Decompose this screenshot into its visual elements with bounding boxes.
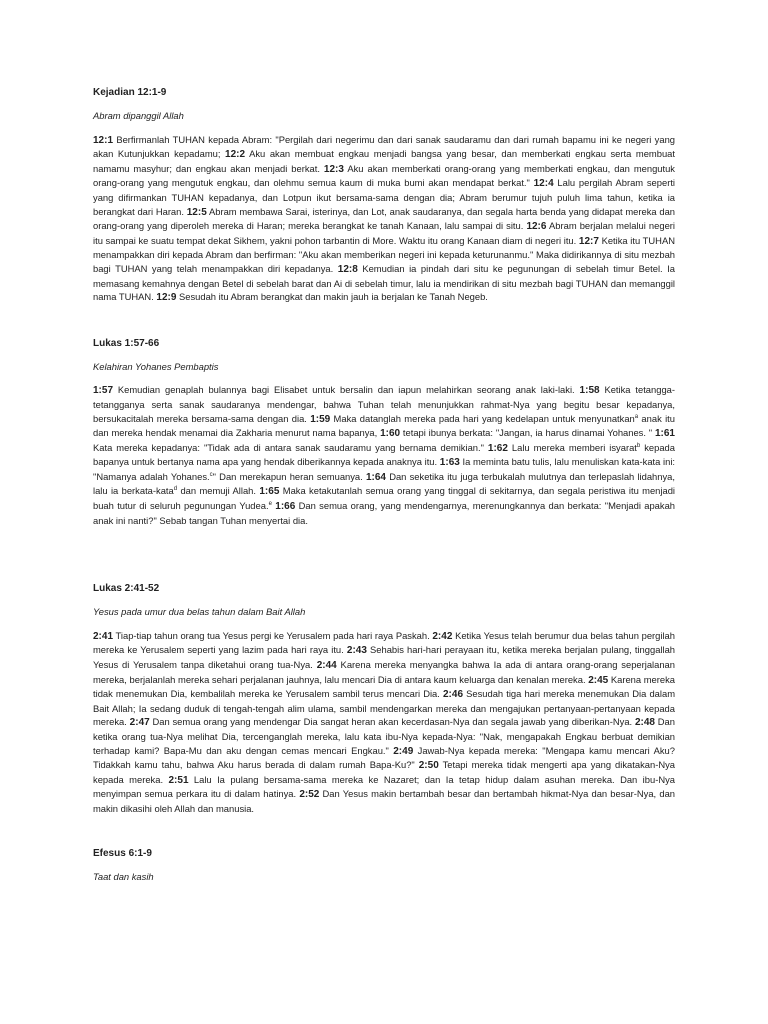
verse-number: 2:48 — [634, 717, 655, 729]
verse-number: 2:49 — [393, 745, 414, 757]
verse-number: 12:4 — [533, 178, 554, 190]
section-heading: Lukas 2:41-52 — [93, 583, 160, 595]
footnote-marker[interactable]: d — [173, 486, 178, 493]
section-kejadian — [93, 86, 675, 305]
verse-text: Abram membawa Sarai, isterinya, dan Lot, anak saudaranya, dan segala harta benda yang didapat mereka dan orang-orang yang diperoleh mereka di Haran; mereka berangkat ke tanah Kanaan, lalu sampai di situ. — [93, 205, 675, 232]
section-subtitle: Taat dan kasih — [93, 870, 154, 882]
verse-text: Tetapi mereka tidak mengerti apa yang dikatakan-Nya kepada mereka. — [93, 759, 675, 785]
verse-number: 2:52 — [299, 789, 320, 801]
verse-text: " Dan merekapun heran semuanya. — [212, 470, 366, 482]
section-subtitle: Abram dipanggil Allah — [93, 110, 184, 121]
verse-number: 1:57 — [93, 385, 114, 397]
section-lukas-1 — [93, 337, 675, 528]
verse-text: Dan seketika itu juga terbukalah mulutnya dan terlepaslah lidahnya, lalu ia berkata-kata — [93, 470, 675, 497]
verse-text: dan memuji Allah. — [177, 485, 260, 497]
verse-number: 12:8 — [337, 263, 358, 275]
footnote-marker[interactable]: e — [268, 500, 272, 507]
section-heading: Lukas 1:57-66 — [93, 337, 160, 349]
verse-number: 12:5 — [186, 206, 207, 218]
verse-text: Dan ketika orang tua-Nya melihat Dia, tercenganglah mereka, lalu kata ibu-Nya kepada-Nya: "Nak, mengapakah Engkau berbuat demikian terhadap kami? Bapa-Mu dan aku dengan cemas mencari Engkau." — [93, 716, 675, 756]
verse-text: Ketika itu TUHAN menampakkan diri kepada Abram dan berfirman: "Aku akan memberikan negeri ini kepada keturunanmu." Maka didirikannya di situ mezbah bagi TUHAN yang telah menampakkan diri kepadanya. — [93, 234, 675, 274]
verse-number: 2:50 — [418, 760, 439, 772]
verse-text: Kata mereka kepadanya: "Tidak ada di antara sanak saudaramu yang bernama demikian." — [93, 441, 488, 453]
verse-text: Jawab-Nya kepada mereka: "Mengapa kamu mencari Aku? Tidakkah kamu tahu, bahwa Aku harus berada di dalam rumah Bapa-Ku?" — [93, 744, 675, 771]
verse-text: Dan semua orang, yang mendengarnya, merenungkannya dan berkata: "Menjadi apakah anak ini nanti?" Sebab tangan Tuhan menyertai dia. — [93, 500, 676, 526]
verse-number: 12:2 — [225, 149, 246, 161]
verse-number: 1:58 — [579, 385, 600, 397]
verse-text: Ketika Yesus telah berumur dua belas tahun pergilah mereka ke Yerusalem seperti yang lazim pada hari raya itu. — [93, 629, 675, 656]
footnote-marker[interactable]: c — [209, 471, 213, 478]
section-body — [93, 133, 675, 305]
footnote-marker[interactable]: b — [636, 442, 641, 449]
verse-text: Sesudah itu Abram berangkat dan makin jauh ia berjalan ke Tanah Negeb. — [176, 291, 488, 303]
section-heading: Kejadian 12:1-9 — [93, 87, 167, 98]
verse-number: 2:46 — [443, 689, 464, 701]
verse-text: kepada bapanya untuk bertanya nama apa yang hendak diberikannya kepada anaknya itu. — [93, 441, 675, 468]
verse-number: 2:44 — [316, 660, 337, 672]
verse-text: Dan semua orang yang mendengar Dia sangat heran akan kecerdasan-Nya dan segala jawab yang diberikan-Nya. — [149, 716, 635, 728]
verse-number: 2:47 — [129, 717, 150, 729]
verse-number: 2:41 — [93, 630, 114, 642]
verse-text: Maka ketakutanlah semua orang yang tinggal di sekitarnya, dan segala peristiwa itu menjadi buah tutur di seluruh pegunungan Yudea. — [93, 485, 675, 512]
footnote-marker[interactable]: a — [634, 413, 639, 420]
verse-number: 12:7 — [578, 235, 599, 247]
verse-number: 1:62 — [487, 442, 508, 454]
verse-text: Karena mereka tidak menemukan Dia, kembalilah mereka ke Yerusalem sambil terus mencari Dia. — [93, 673, 675, 700]
verse-number: 12:6 — [526, 221, 547, 233]
verse-number: 2:51 — [168, 774, 189, 786]
verse-text: Dan Yesus makin bertambah besar dan bertambah hikmat-Nya dan besar-Nya, dan makin dikasihi oleh Allah dan manusia. — [93, 788, 675, 814]
verse-number: 1:63 — [439, 457, 460, 469]
verse-text: Aku akan membuat engkau menjadi bangsa yang besar, dan memberkati engkau serta membuat namamu masyhur; dan engkau akan menjadi berkat. — [93, 148, 675, 174]
verse-number: 12:9 — [156, 292, 177, 304]
section-body — [93, 383, 675, 527]
verse-number: 2:42 — [432, 630, 453, 642]
verse-text: Lalu mereka memberi isyarat — [507, 441, 637, 453]
section-subtitle: Yesus pada umur dua belas tahun dalam Bait Allah — [93, 606, 306, 618]
section-body — [93, 629, 675, 816]
verse-text: anak itu dan mereka hendak menamai dia Zakharia menurut nama bapanya, — [93, 412, 675, 439]
verse-number: 1:66 — [275, 501, 296, 513]
verse-text: Aku akan memberkati orang-orang yang memberkati engkau, dan mengutuk orang-orang yang mengutuk engkau, dan olehmu semua kaum di muka bumi akan mendapat berkat." — [93, 162, 675, 189]
verse-text: Abram berjalan melalui negeri itu sampai ke suatu tempat dekat Sikhem, yakni pohon tarbantin di More. Waktu itu orang Kanaan diam di negeri itu. — [93, 220, 675, 246]
document-page — [93, 86, 675, 893]
verse-text: Karena mereka menyangka bahwa Ia ada di antara orang-orang seperjalanan mereka, berjalanlah mereka sehari perjalanan jauhnya, lalu mencari Dia di antara kaum keluarga dan kenalan mereka. — [93, 659, 675, 685]
verse-number: 2:45 — [588, 674, 609, 686]
verse-text: Kemudian genaplah bulannya bagi Elisabet untuk bersalin dan iapun melahirkan seorang anak laki-laki. — [113, 384, 580, 396]
verse-number: 1:60 — [380, 428, 401, 440]
verse-number: 1:64 — [365, 471, 386, 483]
section-efesus — [93, 847, 675, 884]
verse-text: Tiap-tiap tahun orang tua Yesus pergi ke Yerusalem pada hari raya Paskah. — [113, 629, 433, 641]
verse-text: Lalu pergilah Abram seperti yang difirmankan TUHAN kepadanya, dan Lotpun ikut bersama-sama dengan dia; Abram berumur tujuh puluh lima tahun, ketika ia berangkat dari Haran. — [93, 177, 676, 217]
section-subtitle: Kelahiran Yohanes Pembaptis — [93, 360, 219, 372]
verse-text: Maka datanglah mereka pada hari yang kedelapan untuk menyunatkan — [330, 412, 635, 424]
verse-number: 12:1 — [93, 134, 114, 146]
verse-text: Lalu Ia pulang bersama-sama mereka ke Nazaret; dan Ia tetap hidup dalam asuhan mereka. Dan ibu-Nya menyimpan semua perkara itu di dalam hatinya. — [93, 773, 675, 800]
verse-number: 1:65 — [259, 486, 280, 498]
verse-number: 2:43 — [346, 645, 367, 657]
verse-number: 1:59 — [310, 413, 331, 425]
verse-text: Kemudian ia pindah dari situ ke pegunungan di sebelah timur Betel. Ia memasang kemahnya dengan Betel di sebelah barat dan Ai di sebelah timur, lalu ia mendirikan di situ mezbah bagi TUHAN dan memanggil nama TUHAN. — [93, 262, 675, 303]
verse-text: Sehabis hari-hari perayaan itu, ketika mereka berjalan pulang, tinggallah Yesus di Yerusalem tanpa diketahui orang tua-Nya. — [93, 644, 675, 671]
verse-number: 1:61 — [654, 428, 675, 440]
verse-number: 12:3 — [323, 163, 344, 175]
verse-text: Sesudah tiga hari mereka menemukan Dia dalam Bait Allah; Ia sedang duduk di tengah-tengah alim ulama, sambil mendengarkan mereka dan mengajukan pertanyaan-pertanyaan kepada mereka. — [93, 688, 676, 728]
section-lukas-2 — [93, 582, 675, 815]
section-heading: Efesus 6:1-9 — [93, 847, 152, 859]
verse-text: tetapi ibunya berkata: "Jangan, ia harus dinamai Yohanes. " — [400, 427, 655, 439]
verse-text: Berfirmanlah TUHAN kepada Abram: "Pergilah dari negerimu dan dari sanak saudaramu dan dari rumah bapamu ini ke negeri yang akan Kutunjukkan kepadamu; — [93, 133, 675, 160]
verse-text: Ia meminta batu tulis, lalu menuliskan kata-kata ini: "Namanya adalah Yohanes. — [93, 456, 676, 482]
verse-text: Ketika tetangga-tetangganya serta sanak saudaranya mendengar, bahwa Tuhan telah menunjukkan rahmat-Nya yang begitu besar kepadanya, bersukacitalah mereka bersama-sama dengan dia. — [93, 384, 675, 424]
